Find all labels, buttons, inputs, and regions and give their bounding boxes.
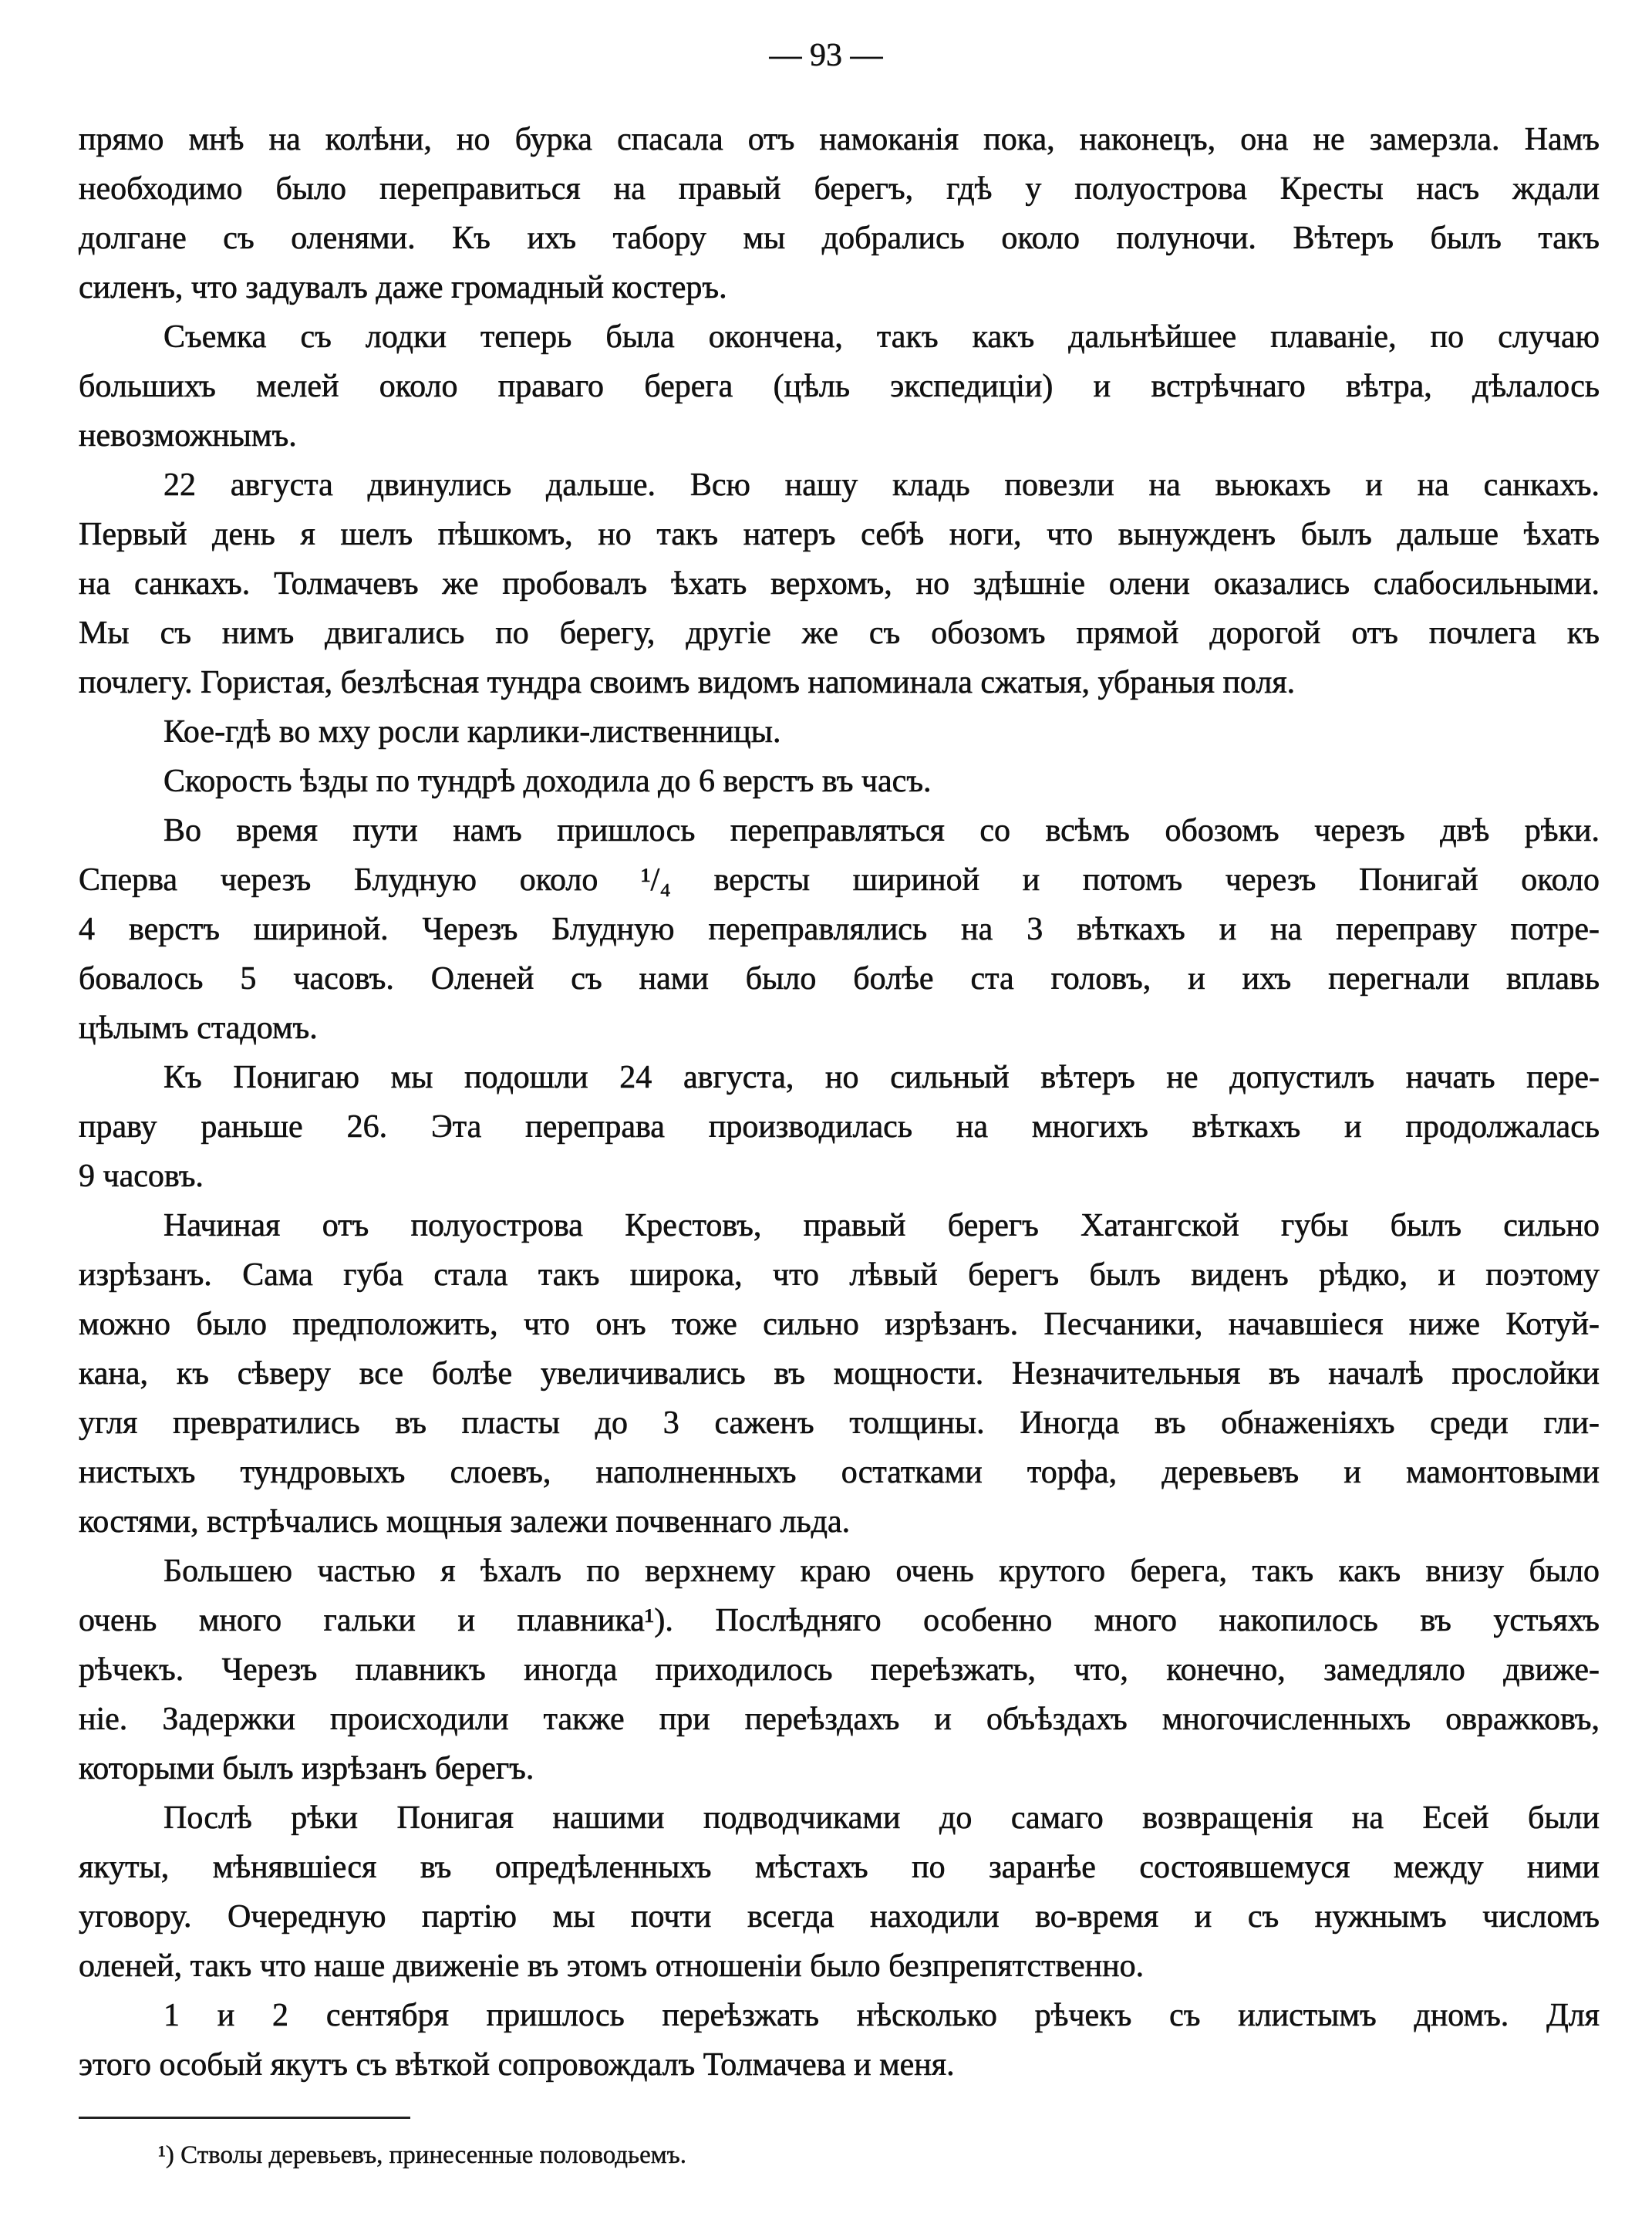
text-line: якуты, мѣнявшіеся въ опредѣленныхъ мѣстахъ по заранѣе состоявшемуся между ними [79,1850,1600,1885]
text-line: Мы съ нимъ двигались по берегу, другіе же съ обозомъ прямой дорогой отъ почлега къ [79,616,1600,651]
text-line: ніе. Задержки происходили также при переѣздахъ и объѣздахъ многочисленныхъ овражковъ, [79,1702,1600,1737]
text-line: прямо мнѣ на колѣни, но бурка спасала отъ намоканія пока, наконецъ, она не замерзла. Намъ [79,122,1600,157]
text-line: оленей, такъ что наше движеніе въ этомъ отношеніи было безпрепятственно. [79,1948,1145,1984]
page-number: — 93 — [769,38,883,73]
text-line: Большею частью я ѣхалъ по верхнему краю очень крутого берега, такъ какъ внизу было [164,1553,1600,1589]
text-line: невозможнымъ. [79,418,297,454]
text-line: силенъ, что задувалъ даже громадный костеръ. [79,270,727,305]
paragraph [79,312,1600,460]
text-line: Послѣ рѣки Понигая нашими подводчиками до самаго возвращенія на Есей были [164,1800,1600,1836]
text-line: Скорость ѣзды по тундрѣ доходила до 6 верстъ въ часъ. [164,764,932,799]
footnote-divider [79,2117,410,2119]
text-line: 1 и 2 сентября пришлось переѣзжать нѣсколько рѣчекъ съ илистымъ дномъ. Для [164,1998,1600,2033]
text-line: почлегу. Гористая, безлѣсная тундра своимъ видомъ напоминала сжатыя, убраныя поля. [79,665,1296,700]
text-line: цѣлымъ стадомъ. [79,1010,318,1046]
footnote: ¹) Стволы деревьевъ, принесенные половодьемъ. [158,2141,686,2169]
text-line: которыми былъ изрѣзанъ берегъ. [79,1751,534,1786]
text-line: рѣчекъ. Черезъ плавникъ иногда приходилось переѣзжать, что, конечно, замедляло движе- [79,1652,1600,1688]
text-line: Первый день я шелъ пѣшкомъ, но такъ натеръ себѣ ноги, что вынужденъ былъ дальше ѣхать [79,517,1600,552]
text-line: 22 августа двинулись дальше. Всю нашу кладь повезли на вьюкахъ и на санкахъ. [164,467,1600,503]
paragraph [79,115,1600,312]
text-line: Къ Понигаю мы подошли 24 августа, но сильный вѣтеръ не допустилъ начать пере- [164,1060,1600,1095]
body-text [79,115,1600,2090]
paragraph [79,1793,1600,1991]
paragraph [79,1053,1600,1201]
text-line: 9 часовъ. [79,1159,204,1194]
paragraph [79,806,1600,1053]
text-line: Съемка съ лодки теперь была окончена, такъ какъ дальнѣйшее плаваніе, по случаю [164,319,1600,355]
text-line: необходимо было переправиться на правый берегъ, гдѣ у полуострова Кресты насъ ждали [79,171,1600,207]
text-line: Сперва черезъ Блудную около ¹/₄ версты шириной и потомъ черезъ Понигай около [79,862,1600,898]
text-line: кана, къ сѣверу все болѣе увеличивались въ мощности. Незначительныя въ началѣ прослойки [79,1356,1600,1392]
text-line: бовалось 5 часовъ. Оленей съ нами было болѣе ста головъ, и ихъ перегнали вплавь [79,961,1600,997]
paragraph [79,1991,1600,2090]
text-line: этого особый якутъ съ вѣткой сопровождалъ Толмачева и меня. [79,2047,955,2083]
text-line: можно было предположить, что онъ тоже сильно изрѣзанъ. Песчаники, начавшіеся ниже Котуй- [79,1307,1600,1342]
paragraph [79,757,1600,806]
text-line: на санкахъ. Толмачевъ же пробовалъ ѣхать верхомъ, но здѣшніе олени оказались слабосильными. [79,566,1600,602]
paragraph [79,1201,1600,1547]
text-line: угля превратились въ пласты до 3 саженъ толщины. Иногда въ обнаженіяхъ среди гли- [79,1405,1600,1441]
paragraph [79,1547,1600,1793]
text-line: большихъ мелей около праваго берега (цѣль экспедиціи) и встрѣчнаго вѣтра, дѣлалось [79,369,1600,404]
text-line: долгане съ оленями. Къ ихъ табору мы добрались около полуночи. Вѣтеръ былъ такъ [79,221,1600,256]
text-line: нистыхъ тундровыхъ слоевъ, наполненныхъ остатками торфа, деревьевъ и мамонтовыми [79,1455,1600,1490]
text-line: Начиная отъ полуострова Крестовъ, правый берегъ Хатангской губы былъ сильно [164,1208,1600,1243]
paragraph [79,707,1600,757]
text-line: костями, встрѣчались мощныя залежи почвеннаго льда. [79,1504,851,1540]
text-line: 4 верстъ шириной. Черезъ Блудную переправлялись на 3 вѣткахъ и на переправу потре- [79,912,1600,947]
text-line: праву раньше 26. Эта переправа производилась на многихъ вѣткахъ и продолжалась [79,1109,1600,1145]
text-line: Кое-гдѣ во мху росли карлики-лиственницы. [164,714,781,750]
text-line: Во время пути намъ пришлось переправляться со всѣмъ обозомъ черезъ двѣ рѣки. [164,813,1600,848]
text-line: изрѣзанъ. Сама губа стала такъ широка, что лѣвый берегъ былъ виденъ рѣдко, и поэтому [79,1257,1600,1293]
text-line: уговору. Очередную партію мы почти всегда находили во-время и съ нужнымъ числомъ [79,1899,1600,1935]
paragraph [79,460,1600,707]
text-line: очень много гальки и плавника¹). Послѣдняго особенно много накопилось въ устьяхъ [79,1603,1600,1638]
